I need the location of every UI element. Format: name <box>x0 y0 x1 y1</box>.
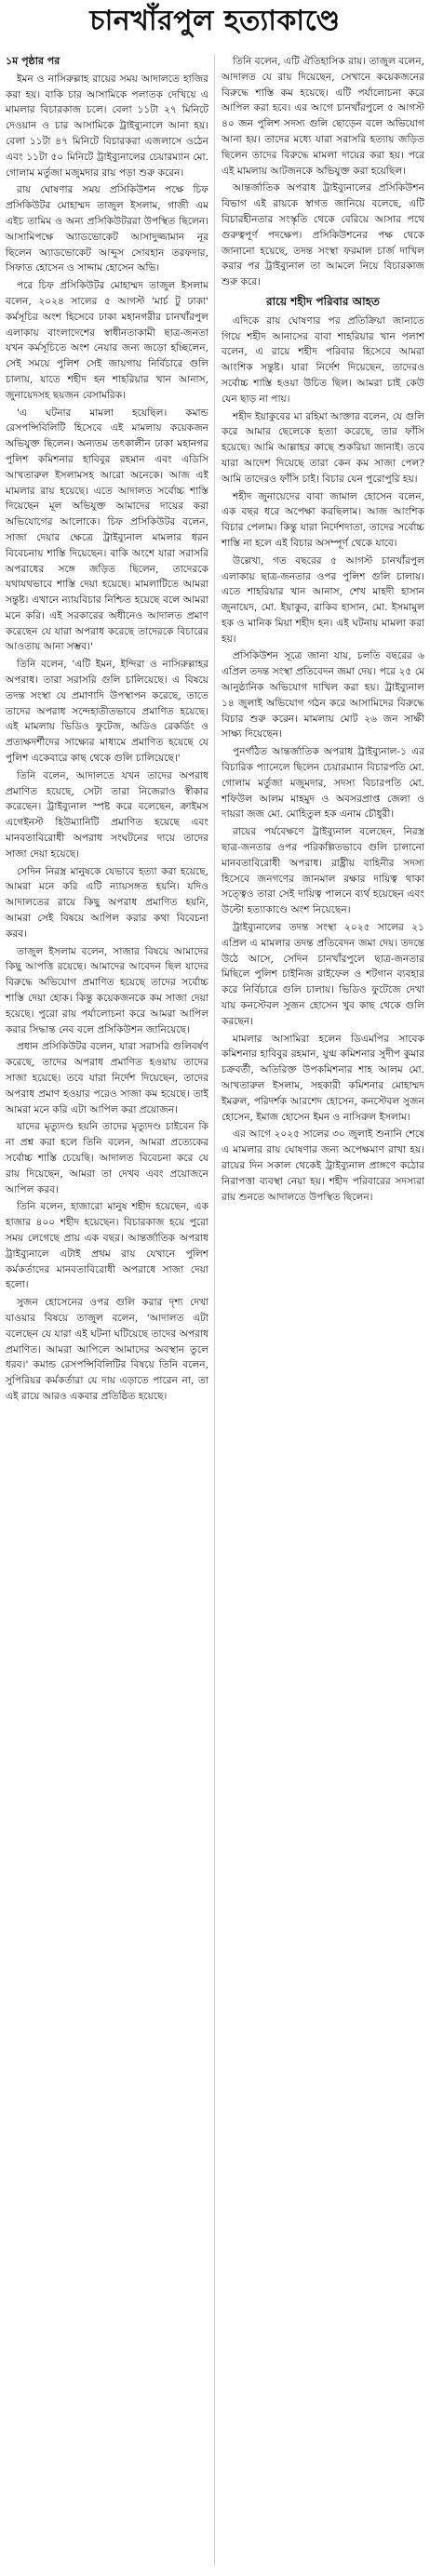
article-paragraph: সেদিন নিরস্ত্র মানুষকে যেভাবে হত্যা করা হয়েছে, আমরা মনে করি এটি ন্যায়সঙ্গত হয়নি। যদিও আদালতের রায়ে কিছু অপরাধ প্রমাণিত হয়নি, আমরা সেই বিষয়ে আপিল করার কথা বিবেচনা করব। <box>6 865 208 940</box>
continued-from-label: ১ম পৃষ্ঠার পর <box>6 55 60 67</box>
article-paragraph: এদিকে রায় ঘোষণার পর প্রতিক্রিয়া জানাতে গিয়ে শহীদ আনাসের বাবা শাহরিয়ার খান পলাশ বলেন, এ রায়ে শহীদ পরিবার হিসেবে আমরা আংশিক সন্তুষ্ট। যারা নির্দেশ দিয়েছেন, তাদেরও সর্বোচ্চ শাস্তি হওয়া উচিত ছিল। আমরা চাই কেউ যেন ছাড় না পায়। <box>222 314 424 405</box>
article-paragraph: প্রসিকিউশন সূত্রে জানা যায়, চলতি বছরের ৬ এপ্রিল তদন্ত সংস্থা প্রতিবেদন জমা দেয়। পরে ২৫ মে আনুষ্ঠানিক অভিযোগ দাখিল করা হয়। ট্রাইব্যুনাল ১৪ জুলাই অভিযোগ গঠন করে আসামিদের বিরুদ্ধে বিচার শুরু করেন। মামলায় মোট ২৬ জন সাক্ষী সাক্ষ্য দিয়েছেন। <box>222 650 424 741</box>
left-column <box>6 54 208 1407</box>
article-paragraph: 'এ ঘটনার মামলা হয়েছিল। কমান্ড রেসপন্সিবিলিটি হিসেবে এই মামলায় কয়েকজন অভিযুক্ত ছিলেন। অন্যতম তৎকালীন ঢাকা মহানগর পুলিশ কমিশনার হাবিবুর রহমান এবং এডিসি আখতারুল ইসলামসহ আরো অনেকে। আজ এই মামলার রায় হয়েছে। এতে আদালত সর্বোচ্চ শাস্তি দিয়েছেন মূল অভিযুক্ত আমাদের দায়ের করা অভিযোগের আলোকে। চিফ প্রসিকিউটর বলেন, সাজা দেয়ার ক্ষেত্রে ট্রাইব্যুনাল মামলার ধরন বিবেচনায় শাস্তি দিয়েছেন। বাকি অংশে যারা সরাসরি অপরাধের সঙ্গে জড়িত ছিলেন, তাদেরকে যথাযথভাবে শাস্তি দেয়া হয়েছে। মামলাটিতে আমরা সন্তুষ্ট। এখানে ন্যায়বিচার নিশ্চিত হয়েছে বলে আমরা মনে করি। এই সরকারের অধীনেও আদালত প্রমাণ করেছেন যে যারা অপরাধ করেছে তাদেরকে বিচারের আওতায় আনা সম্ভব।' <box>6 407 208 653</box>
article-paragraph: ট্রাইব্যুনালের তদন্ত সংস্থা ২০২৫ সালের ২১ এপ্রিল এ মামলার তদন্ত প্রতিবেদন জমা দেয়। তদন্তে উঠে আসে, সেদিন চানখাঁরপুলে ছাত্র-জনতার মিছিলে পুলিশ চাইনিজ রাইফেল ও শটগান ব্যবহার করে নির্বিচারে গুলি চালায়। ভিডিও ফুটেজে দেখা যায় কনস্টেবল সুজন হোসেন খুব কাছ থেকে গুলি করছেন। <box>222 922 424 1027</box>
article-paragraph: পরে চিফ প্রসিকিউটর মোহাম্মদ তাজুল ইসলাম বলেন, ২০২৪ সালের ৫ আগস্ট 'মার্চ টু ঢাকা' কর্মসূচির অংশ হিসেবে ঢাকা মহানগরীর চানখাঁরপুল এলাকায় বাংলাদেশের স্বাধীনতাকামী ছাত্র-জনতা যখন কর্মসূচিতে অংশ নেয়ার জন্য জড়ো হচ্ছিলেন, সেই সময়ে পুলিশ সেই জায়গায় নির্বিচারে গুলি চালায়, যাতে শহীদ হন শাহরিয়ার খান আনাস, জুনায়েদসহ ছয়জন বেসামরিক। <box>6 280 208 401</box>
article-paragraph: শহীদ জুনায়েদের বাবা জামাল হোসেন বলেন, এক বছর ধরে অপেক্ষা করছিলাম। আজ আংশিক বিচার পেলাম। কিন্তু যারা নির্দেশদাতা, তাদের সর্বোচ্চ শাস্তি না হলে এই বিচার অসম্পূর্ণ থেকে যাবে। <box>222 490 424 549</box>
article-paragraph: সুজন হোসেনের ওপর গুলি করার দৃশ্য দেখা যাওয়ার বিষয়ে তাজুল বলেন, 'আদালত এটা বলেছেন যে যারা এই ঘটনা ঘটিয়েছে তাদের অপরাধ প্রমাণিত। আমরা আপিলে আমাদের অবস্থান তুলে ধরব।' কমান্ড রেসপন্সিবিলিটির বিষয়ে তিনি বলেন, সুপিরিয়র কর্মকর্তারা যে দায় এড়াতে পারেন না, তা এই রায়ে আরও একবার প্রতিষ্ঠিত হয়েছে। <box>6 1297 208 1402</box>
article-paragraph: শহীদ ইয়াকুবের মা রহিমা আক্তার বলেন, যে গুলি করে আমার ছেলেকে হত্যা করেছে, তার ফাঁসি হয়েছে। আমি আল্লাহর কাছে শুকরিয়া জানাই। তবে যারা আদেশ দিয়েছে তারা কেন কম সাজা পেল? আমি তাদেরও ফাঁসি চাই। বিচার যেন পুরোপুরি হয়। <box>222 410 424 485</box>
article-paragraph: তিনি বলেন, এটি ঐতিহাসিক রায়। তাজুল বলেন, আদালত যে রায় দিয়েছেন, সেখানে কয়েকজনের বিরুদ্ধে শাস্তি কম হয়েছে। এটি পর্যালোচনা করে আপিল করা হবে। এর আগে চানখাঁরপুলে ৫ আগস্ট ৪০ জন পুলিশ সদস্য গুলি ছোড়েন বলে অভিযোগ আনা হয়। তাদের মধ্যে যারা সরাসরি হত্যায় জড়িত ছিলেন তাদের বিরুদ্ধে মামলা দায়ের করা হয়। পরে এই মামলায় আটজনকে অভিযুক্ত করা হয়েছিল। <box>222 56 424 177</box>
section-subhead: রায়ে শহীদ পরিবার আহত <box>266 294 380 308</box>
article-paragraph: তিনি বলেন, 'এটি ইমন, ইন্দিরা ও নাসিরুল্লাহর অপরাধ। তারা সরাসরি গুলি চালিয়েছে। এ বিষয়ে তদন্ত সংস্থা যে প্রমাণাদি উপস্থাপন করেছে, তাতে তাদের অপরাধ সন্দেহাতীতভাবে প্রমাণিত হয়েছে। এই মামলায় ভিডিও ফুটেজ, অডিও রেকর্ডিং ও প্রত্যক্ষদর্শীদের সাক্ষ্যের মাধ্যমে প্রমাণিত হয়েছে যে পুলিশ একেবারে কাছ থেকে গুলি চালিয়েছে।' <box>6 659 208 765</box>
article-paragraph: মামলার আসামিরা হলেন ডিএমপির সাবেক কমিশনার হাবিবুর রহমান, যুগ্ম কমিশনার সুদীপ কুমার চক্রবর্তী, অতিরিক্ত উপকমিশনার শাহ আলম মো. আখতারুল ইসলাম, সহকারী কমিশনার মোহাম্মদ ইমরুল, পরিদর্শক আরশেদ হোসেন, কনস্টেবল সুজন হোসেন, ইমাজ হোসেন ইমন ও নাসিরুল ইসলাম। <box>222 1033 424 1123</box>
right-column <box>222 54 424 1207</box>
article-paragraph: রায় ঘোষণার সময় প্রসিকিউশন পক্ষে চিফ প্রসিকিউটর মোহাম্মদ তাজুল ইসলাম, গাজী এম এইচ তামিম ও অন্য প্রসিকিউটররা উপস্থিত ছিলেন। আসামিপক্ষে অ্যাডভোকেট আসাদুজ্জামান নূর ছিলেন অ্যাডভোকেট আব্দুস সোবহান তরফদার, সিফাত হোসেন ও সাদ্দাম হোসেন অভি। <box>6 184 208 274</box>
article-paragraph: তিনি বলেন, আদালতে যখন তাদের অপরাধ প্রমাণিত হয়েছে, সেটা তারা নিজেরাও স্বীকার করেছেন। ট্রাইব্যুনাল স্পষ্ট করে বলেছেন, ক্রাইমস এগেইনস্ট হিউম্যানিটি প্রমাণিত হয়েছে এবং মানবতাবিরোধী অপরাধ সংঘটনের দায়ে তাদের সাজা দেয়া হয়েছে। <box>6 769 208 860</box>
article-paragraph: এর আগে ২০২৫ সালের ৩০ জুলাই শুনানি শেষে এ মামলার রায় ঘোষণার জন্য অপেক্ষমাণ রাখা হয়। রায়ের দিন সকাল থেকেই ট্রাইব্যুনাল প্রাঙ্গণে কঠোর নিরাপত্তা ব্যবস্থা নেয়া হয়। শহীদ পরিবারের সদস্যরা রায় শুনতে আদালতে উপস্থিত ছিলেন। <box>222 1128 424 1203</box>
headline: চানখাঁরপুল হত্যাকাণ্ডে <box>89 5 341 37</box>
article-paragraph: রায়ের পর্যবেক্ষণে ট্রাইব্যুনাল বলেছেন, নিরস্ত্র ছাত্র-জনতার ওপর পরিকল্পিতভাবে গুলি চালানো মানবতাবিরোধী অপরাধ। রাষ্ট্রীয় বাহিনীর সদস্য হিসেবে জনগণের জানমাল রক্ষার দায়িত্ব থাকা সত্ত্বেও তারা সেই দায়িত্ব পালনে ব্যর্থ হয়েছেন এবং উল্টো হত্যাকাণ্ডে অংশ নিয়েছেন। <box>222 826 424 916</box>
article-paragraph: পুনর্গঠিত আন্তর্জাতিক অপরাধ ট্রাইব্যুনাল-১ এর বিচারিক প্যানেলে ছিলেন চেয়ারম্যান বিচারপতি মো. গোলাম মর্তুজা মজুমদার, সদস্য বিচারপতি মো. শফিউল আলম মাহমুদ ও অবসরপ্রাপ্ত জেলা ও দায়রা জজ মো. মোহিতুল হক এনাম চৌধুরী। <box>222 746 424 821</box>
article-paragraph: আন্তর্জাতিক অপরাধ ট্রাইব্যুনালের প্রসিকিউশন বিভাগ এই রায়কে স্বাগত জানিয়ে বলেছে, এটি বিচারহীনতার সংস্কৃতি থেকে বেরিয়ে আসার পথে গুরুত্বপূর্ণ পদক্ষেপ। প্রসিকিউশনের পক্ষ থেকে জানানো হয়েছে, তদন্ত সংস্থা ফরমাল চার্জ দাখিল করার পর ট্রাইব্যুনাল তা আমলে নিয়ে বিচারকাজ শুরু করে। <box>222 182 424 288</box>
article-paragraph: ইমন ও নাসিরুল্লাহ রায়ের সময় আদালতে হাজির করা হয়। বাকি চার আসামিকে পলাতক দেখিয়ে এ মামলার বিচারকাজ চলে। বেলা ১১টা ২৭ মিনিটে দেওয়ান ও চার আসামিকে ট্রাইব্যুনালে আনা হয়। বেলা ১১টা ৪৭ মিনিটে বিচারকরা এজলাসে ওঠেন এবং ১১টা ৫০ মিনিটে ট্রাইব্যুনালের চেয়ারম্যান মো. গোলাম মর্তুজা মজুমদার রায় পড়া শুরু করেন। <box>6 73 208 179</box>
article-paragraph: প্রধান প্রসিকিউটর বলেন, যারা সরাসরি গুলিবর্ষণ করেছে, তাদের অপরাধ প্রমাণিত হওয়ায় তাদের সাজা হয়েছে। তবে যারা নির্দেশ দিয়েছেন, তাদের অপরাধ প্রমাণ হওয়ার পরেও সাজা কম হয়েছে। তাই আমরা মনে করি এটা আপিল করা প্রয়োজন। <box>6 1041 208 1115</box>
article-paragraph: তিনি বলেন, হাজারো মানুষ শহীদ হয়েছেন, এক হাজার ৪০০ শহীদ হয়েছেন। বিচারকাজ হয়ে পুরো সময় লেগেছে প্রায় এক বছর। আন্তর্জাতিক অপরাধ ট্রাইব্যুনালে এটাই প্রথম রায় যেখানে পুলিশ কর্মকর্তাদের মানবতাবিরোধী অপরাধে সাজা দেয়া হলো। <box>6 1201 208 1291</box>
article-paragraph: তাজুল ইসলাম বলেন, সাজার বিষয়ে আমাদের কিছু আপত্তি রয়েছে। আমাদের আবেদন ছিল যাদের বিরুদ্ধে অভিযোগ প্রমাণিত হয়েছে তাদের সর্বোচ্চ শাস্তি দেয়া হোক। কিন্তু কয়েকজনকে কম সাজা দেয়া হয়েছে। পুরো রায় পর্যালোচনা করে আমরা আপিল করার সিদ্ধান্ত নেব বলে প্রসিকিউশন জানিয়েছে। <box>6 945 208 1035</box>
article-paragraph: উল্লেখ্য, গত বছরের ৫ আগস্ট চানখাঁরপুল এলাকায় ছাত্র-জনতার ওপর পুলিশ গুলি চালায়। এতে শাহরিয়ার খান আনাস, শেখ মাহদী হাসান জুনায়েদ, মো. ইয়াকুব, রাকিব হাসান, মো. ইসমামুল হক ও মানিক মিয়া শহীদ হন। এই ঘটনায় মামলা করা হয়। <box>222 554 424 645</box>
article-paragraph: যাদের মৃত্যুদণ্ড হয়নি তাদের মৃত্যুদণ্ড চাইবেন কি না প্রশ্ন করা হলে তিনি বলেন, আমরা প্রত্যেকের সর্বোচ্চ শাস্তি চেয়েছি। আদালত বিবেচনা করে যে রায় দিয়েছেন, আমরা তা দেখব এবং প্রয়োজনে আপিল করব। <box>6 1121 208 1195</box>
column-divider <box>214 54 215 2566</box>
